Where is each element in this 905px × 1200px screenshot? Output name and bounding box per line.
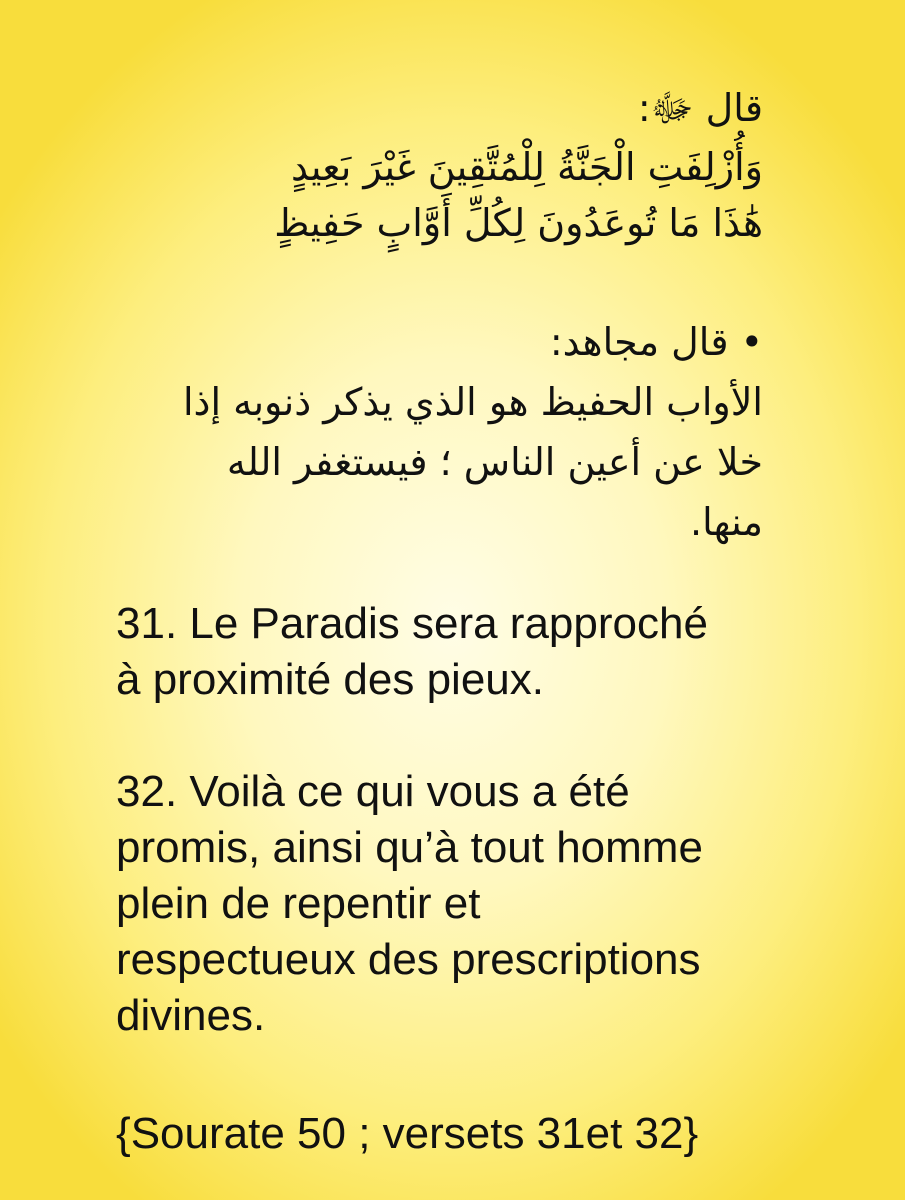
verse-32-line-1: 32. Voilà ce qui vous a été	[116, 767, 630, 816]
commentary-line-1: الأواب الحفيظ هو الذي يذكر ذنوبه إذا	[182, 380, 763, 424]
arabic-verse-line-2: هَٰذَا مَا تُوعَدُونَ لِكُلِّ أَوَّابٍ حَفِيظٍ	[274, 201, 763, 245]
verse-32-line-3: plein de repentir et	[116, 879, 481, 928]
verse-31-line-1: 31. Le Paradis sera rapproché	[116, 599, 708, 648]
french-verse-32	[116, 764, 703, 1044]
verse-32-line-4: respectueux des prescriptions	[116, 935, 701, 984]
french-verse-31	[116, 596, 708, 708]
commentary-intro: • قال مجاهد:	[549, 320, 763, 364]
verse-32-line-5: divines.	[116, 991, 266, 1040]
arabic-verse-line-1: وَأُزْلِفَتِ الْجَنَّةُ لِلْمُتَّقِينَ غَيْرَ بَعِيدٍ	[290, 145, 763, 189]
arabic-intro: قال ﷻ:	[637, 86, 763, 130]
verse-32-line-2: promis, ainsi qu’à tout homme	[116, 823, 703, 872]
commentary-line-3: منها.	[690, 500, 763, 544]
surah-reference: {Sourate 50 ; versets 31et 32}	[116, 1109, 699, 1158]
commentary-line-2: خلا عن أعين الناس ؛ فيستغفر الله	[226, 440, 763, 484]
arabic-commentary	[183, 312, 763, 552]
verse-31-line-2: à proximité des pieux.	[116, 655, 544, 704]
